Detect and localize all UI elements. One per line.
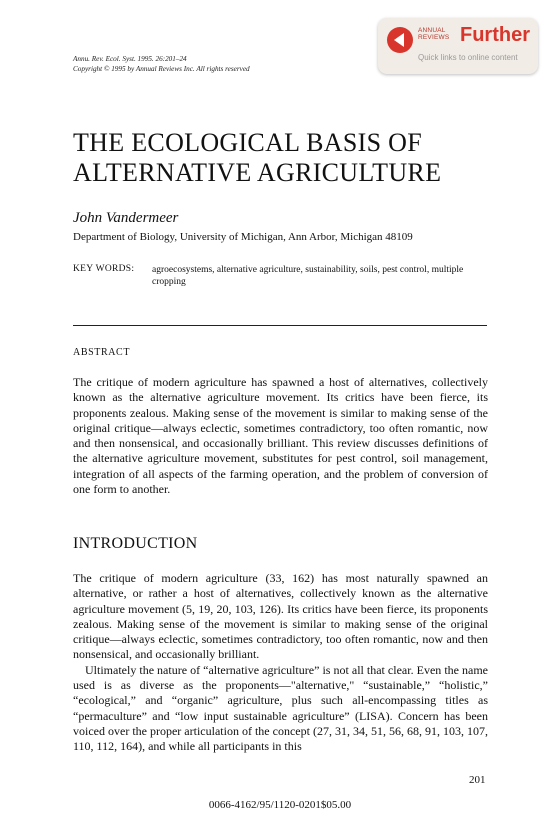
- further-label: Further: [460, 24, 530, 46]
- reviews-label: REVIEWS: [418, 34, 450, 41]
- introduction-body: [73, 571, 488, 755]
- annual-label: ANNUAL: [418, 27, 446, 34]
- introduction-paragraph-1: The critique of modern agriculture (33, 162) has most naturally spawned an alternative, or rather a host of alternatives, collectively known as the alternative agriculture movement (5, 19, 20, 103, 126). Its critics have been fierce, its proponents zealous. Making sense of the movement is similar to making sense of the original critique—always eclectic, sometimes contradictory, too often romantic, now and then nonsensical, and occasionally brilliant.: [73, 571, 488, 662]
- section-divider: [73, 325, 487, 326]
- introduction-paragraph-2: Ultimately the nature of “alternative agriculture” is not all that clear. Even the name used is as diverse as the proponents—"alternative," “sustainable,” “holistic,” “ecological,” and “organic” agriculture, plus such all-encompassing titles as “permaculture” and “low input sustainable agriculture” (LISA). Concern has been voiced over the proper articulation of the concept (27, 31, 34, 51, 56, 68, 91, 103, 107, 110, 112, 164), and while all participants in this: [73, 662, 488, 754]
- footer-code: 0066-4162/95/1120-0201$05.00: [208, 799, 352, 811]
- article-title: [73, 128, 441, 188]
- abstract-text: The critique of modern agriculture has spawned a host of alternatives, collectively known as the alternative agriculture movement. Its critics have been fierce, its proponents zealous. Making sense of the movement is similar to making sense of the original critique—always eclectic, sometimes contradictory, too often romantic, now and then nonsensical, and occasionally brilliant. This review discusses definitions of the alternative agriculture movement, substitutes for pest control, soil management, integration of all aspects of the farming operation, and the problem of conversion of one form to another.: [73, 375, 488, 497]
- author-name: John Vandermeer: [73, 210, 179, 226]
- title-line-2: ALTERNATIVE AGRICULTURE: [73, 158, 442, 187]
- citation-line-2: Copyright © 1995 by Annual Reviews Inc. All rights reserved: [73, 65, 250, 73]
- abstract-heading: ABSTRACT: [73, 347, 131, 358]
- title-line-1: THE ECOLOGICAL BASIS OF: [73, 128, 423, 157]
- play-arrow-icon: [387, 27, 413, 53]
- author-affiliation: Department of Biology, University of Michigan, Ann Arbor, Michigan 48109: [73, 231, 413, 243]
- keywords-label: KEY WORDS:: [73, 264, 135, 274]
- citation-line-1: Annu. Rev. Ecol. Syst. 1995. 26:201–24: [73, 55, 187, 63]
- further-subtitle: Quick links to online content: [418, 53, 518, 62]
- introduction-heading: INTRODUCTION: [73, 535, 198, 552]
- page-number: 201: [469, 774, 486, 786]
- annual-reviews-further-badge[interactable]: [378, 18, 538, 74]
- keywords-text: agroecosystems, alternative agriculture, sustainability, soils, pest control, multiple cropping: [152, 265, 464, 287]
- journal-citation: [73, 54, 250, 74]
